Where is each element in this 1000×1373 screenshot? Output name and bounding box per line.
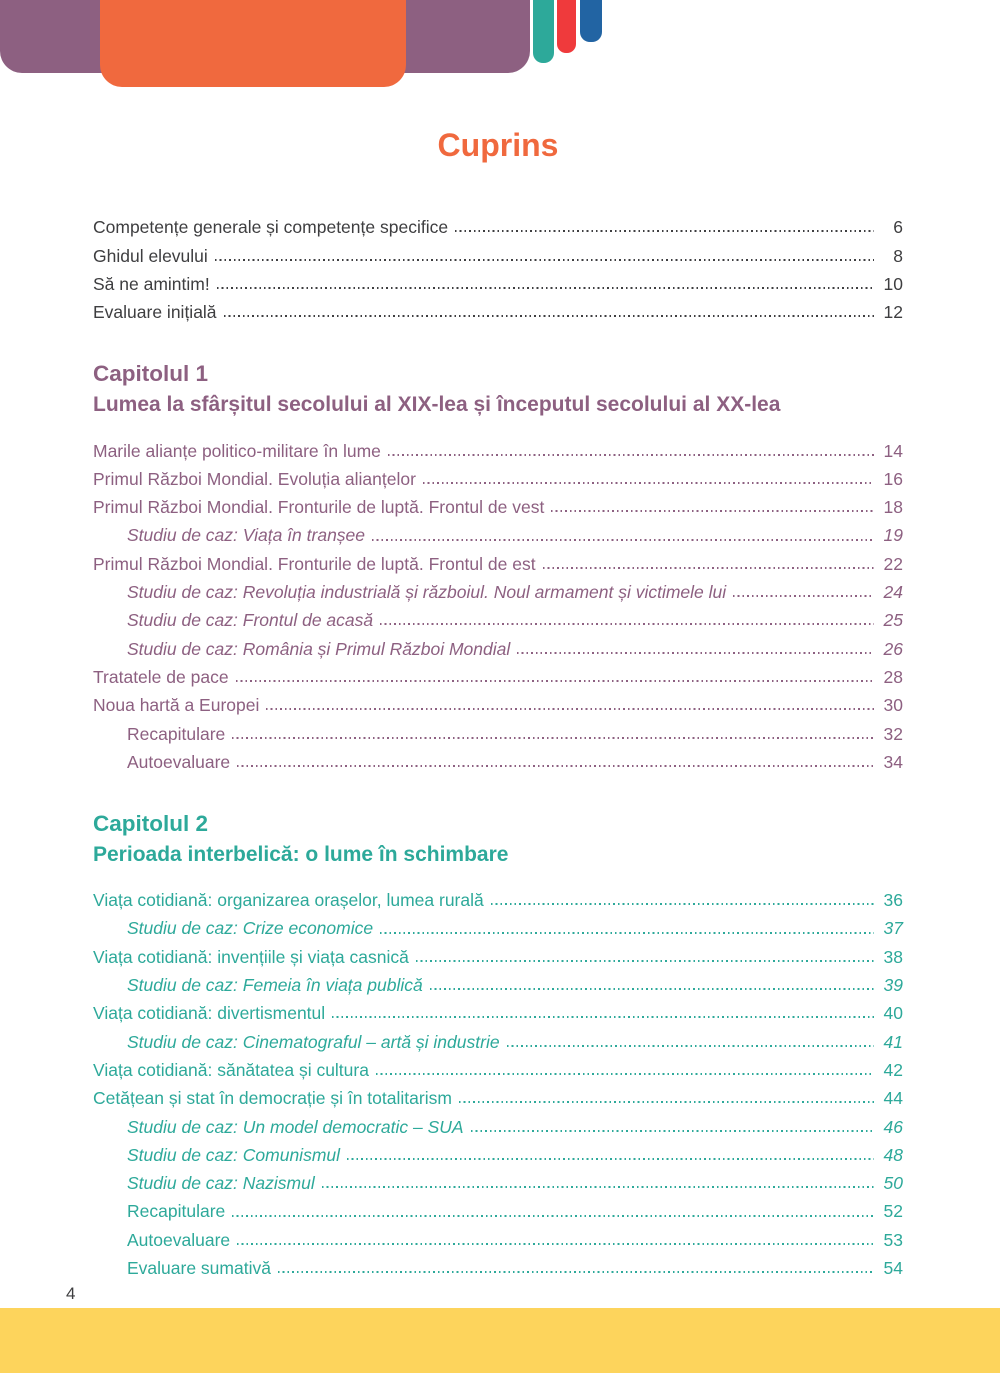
- entry-page-number: 28: [883, 666, 903, 687]
- entry-page-number: 48: [883, 1144, 903, 1165]
- entry-label: Studiu de caz: Revoluția industrială și războiul. Noul armament și victimele lui: [127, 582, 727, 603]
- entry-label: Studiu de caz: Comunismul: [127, 1144, 341, 1165]
- entry-page-number: 37: [883, 918, 903, 939]
- entry-label: Autoevaluare: [127, 751, 231, 772]
- entry-label: Recapitulare: [127, 1201, 226, 1222]
- entry-label: Primul Război Mondial. Evoluția alianțelor: [93, 468, 416, 489]
- toc-entry-case-study: [93, 1108, 903, 1136]
- dot-leader: [224, 315, 874, 317]
- dot-leader: [380, 932, 874, 934]
- entry-page-number: 19: [883, 525, 903, 546]
- dot-leader: [517, 652, 874, 654]
- entry-label: Studiu de caz: Frontul de acasă: [127, 610, 374, 631]
- dot-leader: [217, 287, 874, 289]
- dot-leader: [376, 1073, 874, 1075]
- entry-page-number: 8: [893, 245, 903, 266]
- entry-page-number: 53: [883, 1229, 903, 1250]
- dot-leader: [471, 1130, 874, 1132]
- dot-leader: [733, 595, 874, 597]
- entry-label: Studiu de caz: Un model democratic – SUA: [127, 1116, 464, 1137]
- chapter-1-section: [93, 361, 903, 772]
- entry-label: Studiu de caz: Nazismul: [127, 1173, 315, 1194]
- entry-page-number: 16: [883, 468, 903, 489]
- toc-entry-case-study: [93, 1137, 903, 1165]
- dot-leader: [215, 259, 874, 261]
- dot-leader: [278, 1271, 874, 1273]
- toc-entry: [93, 546, 903, 574]
- entry-label: Ghidul elevului: [93, 245, 208, 266]
- toc-entry: [93, 294, 903, 322]
- dot-leader: [491, 903, 874, 905]
- entry-page-number: 41: [883, 1031, 903, 1052]
- entry-page-number: 26: [883, 638, 903, 659]
- entry-label: Studiu de caz: Viața în tranșee: [127, 525, 366, 546]
- dot-leader: [551, 510, 874, 512]
- dot-leader: [322, 1186, 874, 1188]
- entry-page-number: 25: [883, 610, 903, 631]
- toc-entry: [93, 461, 903, 489]
- entry-page-number: 42: [883, 1059, 903, 1080]
- entry-label: Viața cotidiană: organizarea orașelor, lumea rurală: [93, 890, 484, 911]
- dot-leader: [236, 680, 874, 682]
- dot-leader: [380, 623, 874, 625]
- toc-entry: [93, 882, 903, 910]
- toc-entry: [93, 1080, 903, 1108]
- entry-page-number: 46: [883, 1116, 903, 1137]
- entry-label: Să ne amintim!: [93, 273, 210, 294]
- entry-page-number: 40: [883, 1003, 903, 1024]
- entry-label: Evaluare inițială: [93, 302, 217, 323]
- footer-page-number: 4: [66, 1284, 76, 1303]
- entry-label: Viața cotidiană: divertismentul: [93, 1003, 326, 1024]
- entry-page-number: 22: [883, 553, 903, 574]
- toc-entry: [93, 209, 903, 237]
- toc-entry: [93, 237, 903, 265]
- entry-page-number: 52: [883, 1201, 903, 1222]
- dot-leader: [237, 765, 874, 767]
- entry-label: Studiu de caz: România și Primul Război Mondial: [127, 638, 511, 659]
- entry-label: Evaluare sumativă: [127, 1258, 271, 1278]
- page-title: Cuprins: [437, 127, 559, 163]
- entry-page-number: 12: [883, 302, 903, 323]
- toc-entry: [93, 659, 903, 687]
- dot-leader: [232, 737, 874, 739]
- dot-leader: [266, 708, 874, 710]
- dot-leader: [423, 482, 874, 484]
- entry-label: Primul Război Mondial. Fronturile de luptă. Frontul de vest: [93, 497, 545, 518]
- dot-leader: [237, 1243, 874, 1245]
- entry-page-number: 39: [883, 975, 903, 996]
- toc-entry: [93, 715, 903, 743]
- entry-page-number: 54: [883, 1258, 903, 1278]
- toc-entry-case-study: [93, 1023, 903, 1051]
- entry-page-number: 44: [883, 1088, 903, 1109]
- entry-page-number: 34: [883, 751, 903, 772]
- chapter-heading: Capitolul 1: [93, 361, 209, 387]
- dot-leader: [388, 454, 874, 456]
- chapter-2-section: [93, 811, 903, 1278]
- entry-label: Marile alianțe politico-militare în lume: [93, 440, 381, 461]
- toc-entry: [93, 489, 903, 517]
- toc-entry: [93, 1250, 903, 1278]
- dot-leader: [347, 1158, 874, 1160]
- entry-label: Cetățean și stat în democrație și în totalitarism: [93, 1088, 452, 1109]
- chapter-subtitle: Perioada interbelică: o lume în schimbare: [93, 842, 509, 866]
- entry-page-number: 50: [883, 1173, 903, 1194]
- dot-leader: [507, 1045, 874, 1047]
- entry-label: Recapitulare: [127, 723, 226, 744]
- entry-page-number: 32: [883, 723, 903, 744]
- entry-page-number: 24: [883, 582, 903, 603]
- front-matter-list: [93, 209, 903, 322]
- entry-label: Noua hartă a Europei: [93, 695, 260, 716]
- entry-page-number: 6: [893, 217, 903, 238]
- entry-page-number: 10: [883, 273, 903, 294]
- entry-page-number: 36: [883, 890, 903, 911]
- chapter-subtitle: Lumea la sfârșitul secolului al XIX-lea și începutul secolului al XX-lea: [93, 393, 781, 417]
- dot-leader: [416, 960, 874, 962]
- chapter-heading: Capitolul 2: [93, 810, 209, 836]
- dot-leader: [455, 230, 874, 232]
- entry-page-number: 14: [883, 440, 903, 461]
- entry-label: Studiu de caz: Crize economice: [127, 918, 374, 939]
- toc-entry-case-study: [93, 967, 903, 995]
- entry-page-number: 30: [883, 695, 903, 716]
- toc-entry-case-study: [93, 910, 903, 938]
- entry-label: Primul Război Mondial. Fronturile de luptă. Frontul de est: [93, 553, 536, 574]
- entry-page-number: 18: [883, 497, 903, 518]
- toc-entry-case-study: [93, 517, 903, 545]
- dot-leader: [543, 567, 874, 569]
- toc-entry: [93, 1052, 903, 1080]
- toc-entry: [93, 687, 903, 715]
- toc-entry: [93, 1193, 903, 1221]
- toc-entry: [93, 995, 903, 1023]
- entry-label: Competențe generale și competențe specifice: [93, 217, 449, 238]
- dot-leader: [332, 1016, 874, 1018]
- dot-leader: [232, 1215, 874, 1217]
- toc-entry-case-study: [93, 630, 903, 658]
- dot-leader: [459, 1101, 874, 1103]
- dot-leader: [430, 988, 874, 990]
- toc-entry: [93, 432, 903, 460]
- entry-label: Viața cotidiană: invențiile și viața casnică: [93, 946, 409, 967]
- toc-entry: [93, 744, 903, 772]
- toc-entry-case-study: [93, 1165, 903, 1193]
- entry-label: Viața cotidiană: sănătatea și cultura: [93, 1059, 369, 1080]
- dot-leader: [372, 539, 874, 541]
- entry-label: Studiu de caz: Femeia în viața publică: [127, 975, 423, 996]
- entry-label: Tratatele de pace: [93, 666, 229, 687]
- toc-entry-case-study: [93, 602, 903, 630]
- toc-entry: [93, 939, 903, 967]
- bottom-yellow-bar: [0, 1308, 1000, 1373]
- entry-page-number: 38: [883, 946, 903, 967]
- toc-entry-case-study: [93, 574, 903, 602]
- entry-label: Autoevaluare: [127, 1229, 231, 1250]
- toc-entry: [93, 1222, 903, 1250]
- toc-entry: [93, 266, 903, 294]
- entry-label: Studiu de caz: Cinematograful – artă și industrie: [127, 1031, 500, 1052]
